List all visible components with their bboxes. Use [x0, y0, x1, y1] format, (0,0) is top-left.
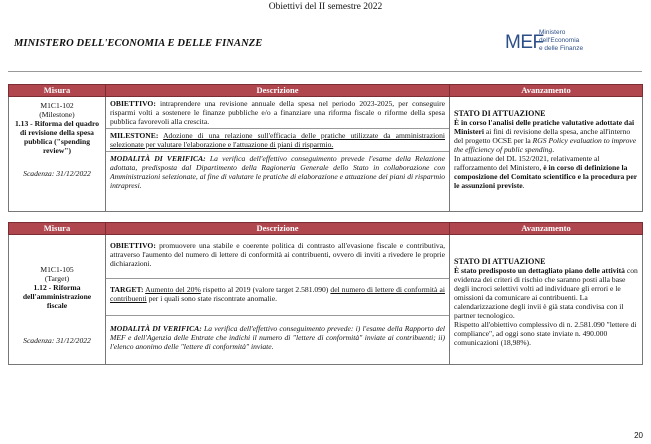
- table-row: [9, 235, 643, 365]
- target-underlined-1: Aumento del 20%: [145, 285, 201, 294]
- target-text: rispetto al 2019 (valore target 2.581.090): [200, 285, 331, 294]
- logo-mark: MEF: [505, 32, 544, 53]
- avanzamento-cell: [450, 97, 643, 212]
- verifica-label: MODALITÀ DI VERIFICA:: [110, 154, 206, 163]
- measure-reference: 1.12 - Riforma dell'amministrazione fiscale: [22, 283, 92, 310]
- ministry-title: MINISTERO DELL'ECONOMIA E DELLE FINANZE: [14, 38, 263, 49]
- stato-p1-text: ai fini di revisione della spesa, anche all'interno del progetto OCSE per la: [454, 127, 631, 145]
- measure-code: M1C1-105: [40, 265, 74, 274]
- descrizione-cell: [106, 97, 450, 212]
- measure-deadline: Scadenza: 31/12/2022: [23, 169, 91, 178]
- measure-deadline: Scadenza: 31/12/2022: [23, 336, 91, 345]
- page-number: 20: [634, 431, 643, 440]
- obiettivo-text: intraprendere una revisione annuale della spesa nel periodo 2023-2025, per conseguire risparmi volti a sostenere le finanze pubbliche e/o a finanziare una riforma fiscale o riforme della spesa pubblica favorevoli alla crescita.: [110, 99, 445, 126]
- col-header-misura: Misura: [9, 223, 106, 235]
- stato-p1-end: .: [552, 145, 555, 154]
- stato-paragraph-2: [454, 154, 638, 190]
- verifica-block: [106, 316, 449, 353]
- stato-paragraph-1: [454, 266, 638, 320]
- col-header-descrizione: Descrizione: [106, 85, 450, 97]
- header-divider: [8, 71, 642, 72]
- target-block: [106, 279, 449, 316]
- stato-p1-bold: È stato predisposto un dettagliato piano delle attività: [454, 266, 625, 275]
- milestone-block: [106, 129, 449, 152]
- col-header-misura: Misura: [9, 85, 106, 97]
- verifica-block: [106, 152, 449, 192]
- target-end: per i quali sono state riscontrate anomalie.: [146, 294, 278, 303]
- avanzamento-cell: [450, 235, 643, 365]
- stato-p1-text: con evidenza dei criteri di rischio che saranno posti alla base degli incroci selettivi volti ad individuare gli errori e le omissioni da comunicare ai contribuenti. La calendarizzazione degli invii è già stata condivisa con il partner tecnologico.: [454, 266, 638, 320]
- measure-reference: 1.13 - Riforma del quadro di revisione della spesa pubblica ("spending review"): [14, 119, 100, 155]
- stato-p2-end: .: [522, 181, 525, 190]
- obiettivo-block: [106, 97, 449, 129]
- col-header-descrizione: Descrizione: [106, 223, 450, 235]
- logo-line-3: e delle Finanze: [539, 45, 584, 52]
- measure-table-1: [8, 84, 643, 212]
- target-underlined-2: del numero di lettere di conformità ai contribuenti: [110, 285, 445, 303]
- measure-type: (Milestone): [39, 110, 75, 119]
- col-header-avanzamento: Avanzamento: [450, 223, 643, 235]
- descrizione-cell: [106, 235, 450, 365]
- misura-cell: [9, 97, 106, 212]
- obiettivo-block: [106, 235, 449, 279]
- measure-type: (Target): [44, 274, 70, 283]
- verifica-text: La verifica dell'effettivo conseguimento prevede: i) l'esame della Rapporto del MEF e dell'Agenzia delle Entrate che indichi il numero di "lettere di conformità" inviate ai contribuenti; ii) l'elenco anonimo delle "lettere di conformità" inviate.: [110, 324, 445, 351]
- target-label: TARGET:: [110, 285, 144, 294]
- logo-text: [539, 29, 583, 53]
- stato-p1-italic: RGS Policy evaluation to improve the efficiency of public spending: [454, 136, 637, 154]
- stato-paragraph-2: Rispetto all'obiettivo complessivo di n. 2.581.090 "lettere di compliance", ad oggi sono state inviate n. 490.000 comunicazioni (18,98%).: [454, 320, 637, 347]
- milestone-text: Adozione di una relazione sull'efficacia delle pratiche utilizzate da amministrazioni selezionate per valutare l'elaborazione e l'attuazione di piani di risparmio.: [110, 131, 445, 149]
- measure-table-2: [8, 222, 643, 365]
- mef-logo: [505, 28, 615, 62]
- table-header-row: [9, 223, 643, 235]
- milestone-label: MILESTONE:: [110, 131, 159, 140]
- obiettivo-label: OBIETTIVO:: [110, 99, 156, 108]
- verifica-label: MODALITÀ DI VERIFICA:: [110, 324, 202, 333]
- table-header-row: [9, 85, 643, 97]
- obiettivo-text: promuovere una stabile e coerente politica di contrasto all'evasione fiscale e contributiva, attraverso l'aumento del numero di lettere di conformità ai contribuenti, ovvero di inviti a rivedere le proprie dichiarazioni.: [110, 241, 445, 268]
- obiettivo-label: OBIETTIVO:: [110, 241, 156, 250]
- stato-paragraph-1: [454, 118, 638, 154]
- verifica-text: La verifica dell'effettivo conseguimento prevede l'esame della Relazione adottata, predisposta dal Dipartimento della Ragioneria Generale dello Stato in collaborazione con Amministrazioni selezionate, al fine di valutare le pratiche di elaborazione e attuazione dei piani di risparmio intrapresi.: [110, 154, 445, 190]
- stato-p2-bold: è in corso di definizione la composizione del Comitato scientifico e la procedura per le assunzioni previste: [454, 163, 637, 190]
- table-row: [9, 97, 643, 212]
- stato-p2-text: In attuazione del DL 152/2021, relativamente al rafforzamento del Ministero,: [454, 154, 600, 172]
- stato-heading: STATO DI ATTUAZIONE: [454, 109, 546, 118]
- logo-line-1: Ministero: [539, 29, 566, 36]
- misura-cell: [9, 235, 106, 365]
- col-header-avanzamento: Avanzamento: [450, 85, 643, 97]
- measure-code: M1C1-102: [40, 101, 74, 110]
- logo-line-2: dell'Economia: [539, 37, 580, 44]
- stato-heading: STATO DI ATTUAZIONE: [454, 257, 546, 266]
- page-header-title: Obiettivi del II semestre 2022: [268, 2, 383, 12]
- stato-p1-bold: È in corso l'analisi delle pratiche valutative adottate dai Ministeri: [454, 118, 635, 136]
